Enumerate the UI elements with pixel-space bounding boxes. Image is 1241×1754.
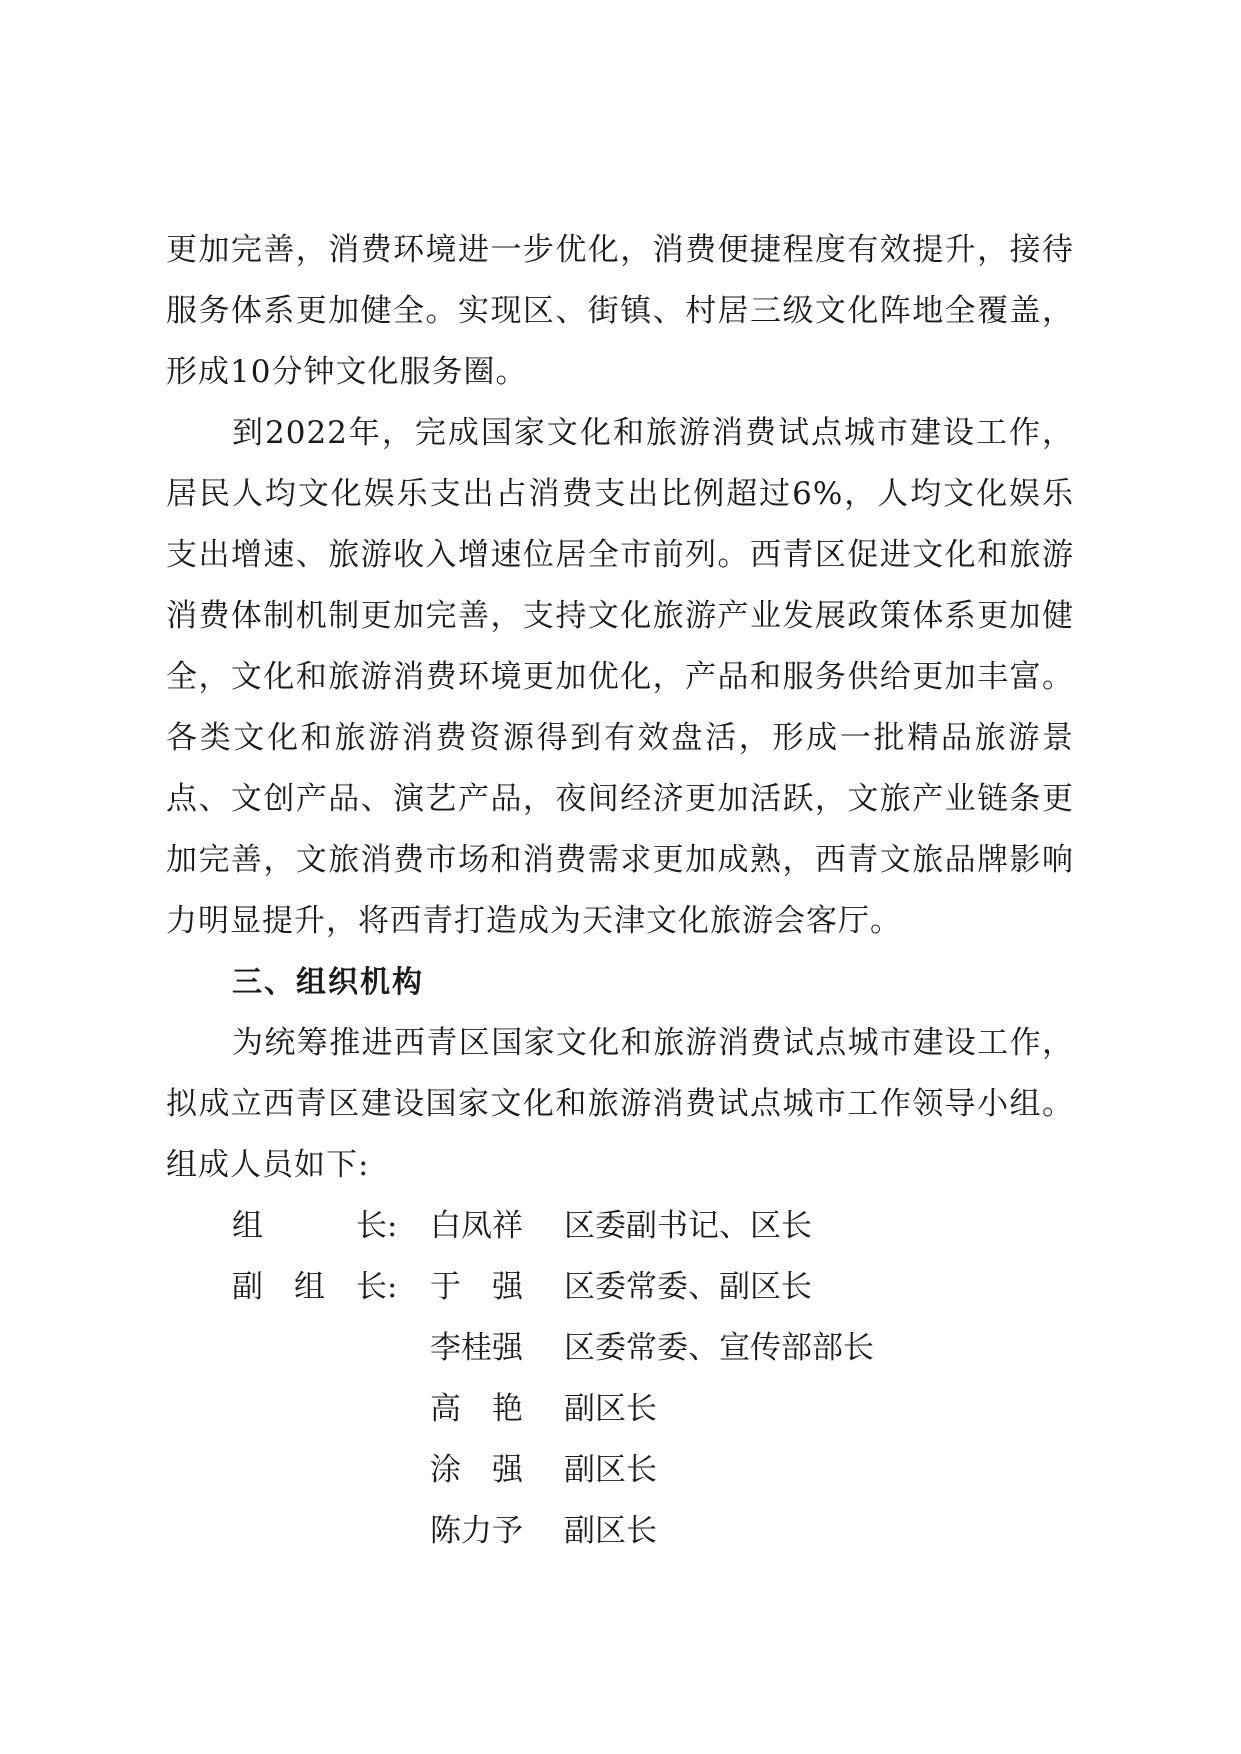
member-name: 李桂强 bbox=[430, 1330, 523, 1366]
paragraph-goals-2022: 到2022年，完成国家文化和旅游消费试点城市建设工作，居民人均文化娱乐支出占消费支出比例超过6%，人均文化娱乐支出增速、旅游收入增速位居全市前列。西青区促进文化和旅游消费体制机制更加完善，支持文化旅游产业发展政策体系更加健全，文化和旅游消费环境更加优化，产品和服务供给更加丰富。各类文化和旅游消费资源得到有效盘活，形成一批精品旅游景点、文创产品、演艺产品，夜间经济更加活跃，文旅产业链条更加完善，文旅消费市场和消费需求更加成熟，西青文旅品牌影响力明显提升，将西青打造成为天津文化旅游会客厅。 bbox=[166, 415, 1074, 939]
member-role: 副 组 长: bbox=[232, 1269, 398, 1305]
member-name: 白凤祥 bbox=[430, 1208, 523, 1244]
member-title: 区委常委、宣传部部长 bbox=[564, 1330, 874, 1366]
member-title: 副区长 bbox=[564, 1452, 657, 1488]
member-name: 陈力予 bbox=[430, 1513, 523, 1549]
member-title: 副区长 bbox=[564, 1513, 657, 1549]
member-row bbox=[166, 1257, 1074, 1318]
member-title: 副区长 bbox=[564, 1391, 657, 1427]
member-title: 区委常委、副区长 bbox=[564, 1269, 812, 1305]
member-name: 涂 强 bbox=[430, 1452, 523, 1488]
member-role: 组 长: bbox=[232, 1208, 398, 1244]
paragraph-continuation: 更加完善，消费环境进一步优化，消费便捷程度有效提升，接待服务体系更加健全。实现区、街镇、村居三级文化阵地全覆盖，形成10分钟文化服务圈。 bbox=[166, 232, 1074, 390]
section-heading: 三、组织机构 bbox=[232, 965, 424, 1000]
member-row bbox=[166, 1501, 1074, 1562]
member-name: 于 强 bbox=[430, 1269, 523, 1305]
member-row bbox=[166, 1196, 1074, 1257]
member-title: 区委副书记、区长 bbox=[564, 1208, 812, 1244]
member-row bbox=[166, 1440, 1074, 1501]
paragraph-organization: 为统筹推进西青区国家文化和旅游消费试点城市建设工作，拟成立西青区建设国家文化和旅游消费试点城市工作领导小组。组成人员如下: bbox=[166, 1025, 1074, 1183]
member-list bbox=[166, 1196, 1074, 1562]
document-body bbox=[166, 220, 1074, 1562]
member-row bbox=[166, 1379, 1074, 1440]
member-row bbox=[166, 1318, 1074, 1379]
member-name: 高 艳 bbox=[430, 1391, 523, 1427]
